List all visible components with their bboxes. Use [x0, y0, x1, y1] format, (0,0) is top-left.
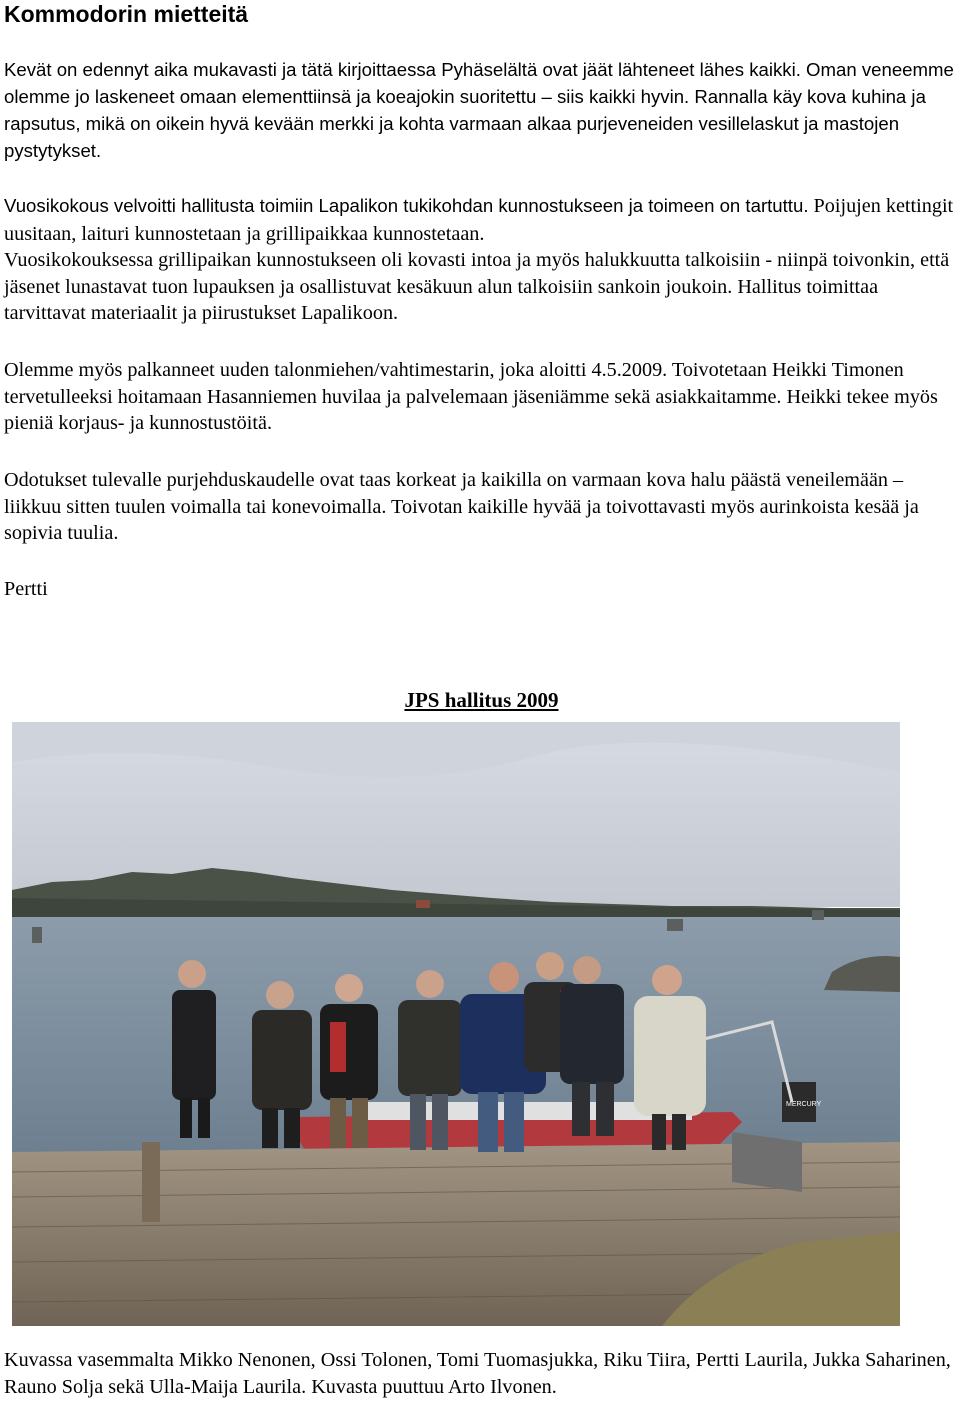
paragraph-season: Odotukset tulevalle purjehduskaudelle ovat taas korkeat ja kaikilla on varmaan kova halu päästä veneilemään – liikkuu sitten tuulen voimalla tai konevoimalla. Toivotan kaikille hyvää ja toivottavasti myös aurinkoista kesää ja sopivia tuulia.	[4, 469, 919, 544]
signature: Pertti	[4, 578, 48, 600]
boat-brand-text: MERCURY	[786, 1101, 822, 1108]
paragraph-meeting-start: Vuosikokous velvoitti hallitusta toimiin Lapalikon tukikohdan kunnostukseen ja toimeen on tartuttu.	[4, 195, 809, 216]
paragraph-volunteer: Vuosikokouksessa grillipaikan kunnostukseen oli kovasti intoa ja myös halukkuutta talkoisiin - niinpä toivonkin, että jäsenet lunastavat tuon lupauksen ja osallistuvat kesäkuun alun talkoisiin sankoin joukoin. Hallitus toimittaa tarvittavat materiaalit ja piirustukset Lapalikoon.	[4, 249, 950, 324]
paragraph-spring: Kevät on edennyt aika mukavasti ja tätä kirjoittaessa Pyhäselältä ovat jäät lähteneet lähes kaikki. Oman veneemme olemme jo laskeneet omaan elementtiinsä ja koeajokin suoritettu – siis kaikki hyvin. Rannalla käy kova kuhina ja rapsutus, mikä on oikein hyvä kevään merkki ja kohta varmaan alkaa purjeveneiden vesillelaskut ja mastojen pystytykset.	[4, 59, 954, 161]
paragraph-meeting	[4, 192, 956, 248]
paragraph-meeting-rest: Poijujen kettingit uusitaan, laituri kunnostetaan ja grillipaikkaa kunnostetaan.	[4, 195, 954, 245]
photo-heading: JPS hallitus 2009	[404, 688, 559, 712]
paragraph-caretaker: Olemme myös palkanneet uuden talonmiehen/vahtimestarin, joka aloitti 4.5.2009. Toivotetaan Heikki Timonen tervetulleeksi hoitamaan Hasanniemen huvilaa ja palvelemaan jäseniämme sekä asiakkaitamme. Heikki tekee myös pieniä korjaus- ja kunnostustöitä.	[4, 359, 938, 434]
board-group-photo	[12, 722, 900, 1326]
photo-caption: Kuvassa vasemmalta Mikko Nenonen, Ossi Tolonen, Tomi Tuomasjukka, Riku Tiira, Pertti Laurila, Jukka Saharinen, Rauno Solja sekä Ulla-Maija Laurila. Kuvasta puuttuu Arto Ilvonen.	[4, 1349, 951, 1398]
article-title: Kommodorin mietteitä	[4, 1, 249, 27]
